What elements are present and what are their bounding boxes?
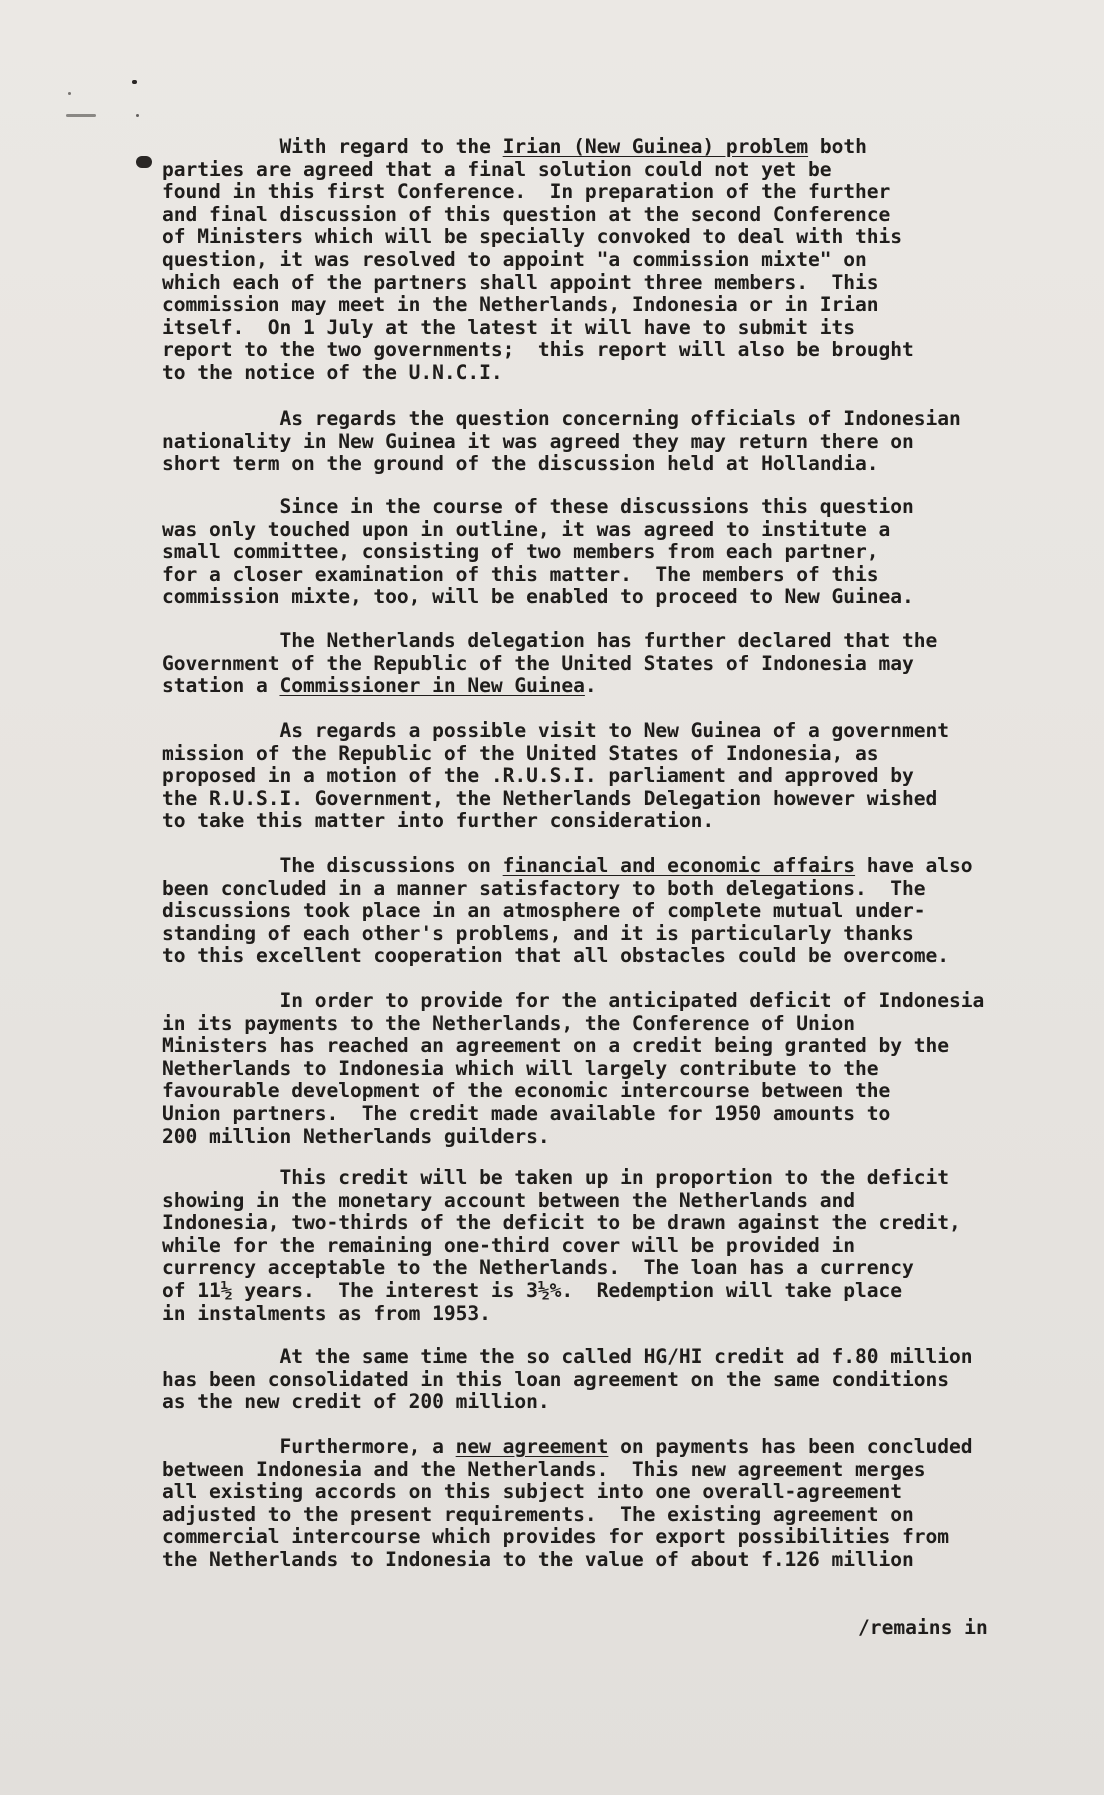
text-segment: The Netherlands delegation has further declared that the: [162, 629, 938, 652]
underlined-phrase: Commissioner in New Guinea: [279, 674, 585, 698]
text-segment: commission may meet in the Netherlands, Indonesia or in Irian: [162, 293, 879, 317]
text-line: [162, 1103, 1082, 1126]
text-segment: has been consolidated in this loan agreement on the same conditions: [162, 1367, 950, 1391]
text-line: [162, 1212, 1082, 1235]
text-line: [162, 1257, 1082, 1280]
text-segment: favourable development of the economic intercourse between the: [162, 1079, 891, 1103]
text-segment: discussions took place in an atmosphere of complete mutual under-: [162, 899, 926, 923]
text-segment: Since in the course of these discussions this question: [162, 495, 914, 518]
text-line: [162, 159, 1082, 182]
text-line: [162, 1058, 1082, 1081]
ink-speck: [132, 80, 137, 84]
text-segment: and final discussion of this question at the second Conference: [162, 202, 891, 226]
text-segment: to the notice of the U.N.C.I.: [162, 360, 503, 384]
text-line: [162, 1167, 1082, 1190]
text-segment: station a: [162, 674, 280, 698]
text-line: [162, 272, 1082, 295]
text-line: [162, 1235, 1082, 1258]
paragraph-financial-affairs: [162, 855, 1082, 968]
underlined-phrase: financial and economic affairs: [502, 854, 856, 877]
ink-speck: [66, 114, 96, 117]
text-line: [162, 294, 1082, 317]
text-line: [162, 900, 1082, 923]
text-line: [162, 1369, 1082, 1392]
text-line: [162, 653, 1082, 676]
paragraph-commissioner: [162, 630, 1082, 698]
text-line: [162, 541, 1082, 564]
text-line: [162, 564, 1082, 587]
text-segment: parties are agreed that a final solution could not yet be: [162, 157, 832, 181]
text-segment: With regard to the: [162, 135, 503, 158]
text-segment: the R.U.S.I. Government, the Netherlands Delegation however wished: [162, 786, 938, 810]
text-line: [162, 1080, 1082, 1103]
text-segment: Government of the Republic of the United States of Indonesia may: [162, 651, 914, 675]
text-line: [162, 810, 1082, 833]
text-line: [162, 362, 1082, 385]
text-segment: The discussions on: [162, 854, 503, 877]
text-line: [162, 630, 1082, 653]
text-segment: was only touched upon in outline, it was agreed to institute a: [162, 517, 891, 541]
text-line: [162, 743, 1082, 766]
text-segment: This credit will be taken up in proportion to the deficit: [162, 1166, 950, 1189]
text-segment: adjusted to the present requirements. The existing agreement on: [162, 1502, 914, 1526]
text-line: [162, 249, 1082, 272]
continuation-note: /remains in: [858, 1616, 988, 1639]
text-segment: As regards the question concerning officials of Indonesian: [162, 407, 961, 430]
text-segment: commission mixte, too, will be enabled to proceed to New Guinea.: [162, 585, 914, 609]
text-line: [162, 1190, 1082, 1213]
text-line: [162, 1280, 1082, 1303]
text-segment: which each of the partners shall appoint three members. This: [162, 270, 879, 294]
text-segment: 200 million Netherlands guilders.: [162, 1124, 550, 1148]
text-line: [162, 1526, 1082, 1549]
text-line: [162, 586, 1082, 609]
text-segment: found in this first Conference. In preparation of the further: [162, 180, 891, 204]
text-segment: have also: [855, 854, 973, 877]
text-segment: on payments has been concluded: [608, 1435, 973, 1458]
text-segment: short term on the ground of the discussion held at Hollandia.: [162, 452, 879, 476]
text-line: [162, 855, 1082, 878]
text-segment: As regards a possible visit to New Guinea of a government: [162, 719, 950, 742]
text-segment: showing in the monetary account between the Netherlands and: [162, 1188, 856, 1212]
text-segment: as the new credit of 200 million.: [162, 1390, 550, 1414]
paragraph-hg-hi-credit: [162, 1346, 1082, 1414]
paragraph-credit: [162, 990, 1082, 1148]
text-segment: In order to provide for the anticipated deficit of Indonesia: [162, 989, 985, 1012]
ink-blot: [136, 156, 152, 168]
text-segment: Furthermore, a: [162, 1435, 456, 1458]
paragraph-irian: [162, 136, 1082, 385]
text-segment: Netherlands to Indonesia which will largely contribute to the: [162, 1056, 879, 1080]
text-line: [162, 765, 1082, 788]
text-segment: both: [808, 135, 867, 158]
text-segment: while for the remaining one-third cover will be provided in: [162, 1233, 856, 1257]
underlined-phrase: new agreement: [455, 1435, 609, 1458]
text-line: [162, 1459, 1082, 1482]
text-line: [162, 990, 1082, 1013]
text-line: [162, 453, 1082, 476]
text-line: [162, 1504, 1082, 1527]
text-segment: Indonesia, two-thirds of the deficit to be drawn against the credit,: [162, 1211, 961, 1235]
text-line: [162, 496, 1082, 519]
text-segment: proposed in a motion of the .R.U.S.I. parliament and approved by: [162, 764, 914, 788]
text-segment: Union partners. The credit made available for 1950 amounts to: [162, 1101, 891, 1125]
text-line: [162, 519, 1082, 542]
text-line: [162, 675, 1082, 698]
text-line: [162, 408, 1082, 431]
text-line: [162, 1013, 1082, 1036]
text-line: [162, 181, 1082, 204]
text-segment: in its payments to the Netherlands, the Conference of Union: [162, 1011, 856, 1035]
text-line: [162, 317, 1082, 340]
text-segment: question, it was resolved to appoint "a commission mixte" on: [162, 247, 867, 271]
text-segment: standing of each other's problems, and it is particularly thanks: [162, 921, 914, 945]
text-line: [162, 945, 1082, 968]
text-line: [162, 1035, 1082, 1058]
text-segment: .: [584, 674, 597, 698]
text-segment: all existing accords on this subject into one overall-agreement: [162, 1480, 903, 1504]
text-segment: to this excellent cooperation that all obstacles could be overcome.: [162, 944, 950, 968]
text-segment: currency acceptable to the Netherlands. The loan has a currency: [162, 1256, 914, 1280]
text-line: [162, 226, 1082, 249]
text-line: [162, 1126, 1082, 1149]
text-segment: mission of the Republic of the United States of Indonesia, as: [162, 741, 879, 765]
text-segment: commercial intercourse which provides for export possibilities from: [162, 1525, 950, 1549]
text-line: [162, 1303, 1082, 1326]
text-line: [162, 339, 1082, 362]
text-segment: been concluded in a manner satisfactory to both delegations. The: [162, 876, 926, 900]
text-segment: At the same time the so called HG/HI credit ad f.80 million: [162, 1345, 973, 1368]
paragraph-credit-terms: [162, 1167, 1082, 1325]
underlined-phrase: Irian (New Guinea) problem: [502, 135, 809, 158]
text-segment: of Ministers which will be specially convoked to deal with this: [162, 225, 903, 249]
ink-speck: [68, 92, 71, 95]
text-line: [162, 1391, 1082, 1414]
paragraph-officials: [162, 408, 1082, 476]
text-segment: between Indonesia and the Netherlands. This new agreement merges: [162, 1457, 926, 1481]
text-line: [162, 720, 1082, 743]
text-segment: in instalments as from 1953.: [162, 1301, 491, 1325]
text-line: [162, 878, 1082, 901]
text-line: [162, 136, 1082, 159]
text-segment: small committee, consisting of two members from each partner,: [162, 540, 879, 564]
text-line: [162, 923, 1082, 946]
paragraph-mission-visit: [162, 720, 1082, 833]
text-segment: for a closer examination of this matter. The members of this: [162, 562, 879, 586]
text-segment: itself. On 1 July at the latest it will have to submit its: [162, 315, 856, 339]
paragraph-committee: [162, 496, 1082, 609]
text-segment: Ministers has reached an agreement on a credit being granted by the: [162, 1034, 950, 1058]
text-line: [162, 788, 1082, 811]
text-line: [162, 431, 1082, 454]
ink-speck: [136, 114, 139, 117]
paragraph-payments-agreement: [162, 1436, 1082, 1572]
text-line: [162, 204, 1082, 227]
text-segment: to take this matter into further consideration.: [162, 809, 715, 833]
text-segment: nationality in New Guinea it was agreed they may return there on: [162, 429, 914, 453]
text-segment: of 11½ years. The interest is 3½%. Redemption will take place: [162, 1278, 903, 1302]
text-segment: the Netherlands to Indonesia to the value of about f.126 million: [162, 1547, 914, 1571]
text-segment: report to the two governments; this report will also be brought: [162, 338, 914, 362]
text-line: [162, 1549, 1082, 1572]
text-line: [162, 1481, 1082, 1504]
text-line: [162, 1436, 1082, 1459]
text-line: [162, 1346, 1082, 1369]
